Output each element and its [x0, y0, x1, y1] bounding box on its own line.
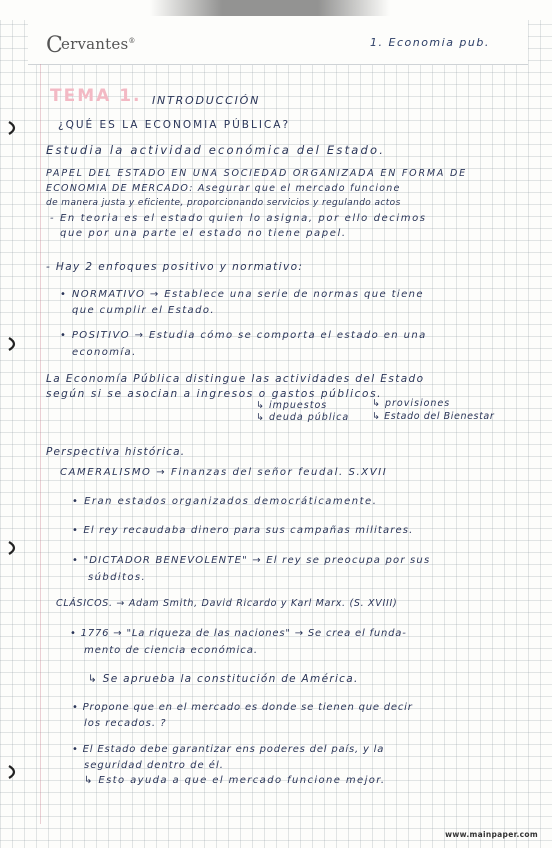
note-line: según si se asocian a ingresos o gastos públicos. — [46, 388, 383, 400]
sub-note: ↳ deuda pública — [256, 412, 350, 423]
tema-heading: TEMA 1. — [50, 86, 142, 106]
binding-shadow — [150, 0, 390, 16]
note-line: - Hay 2 enfoques positivo y normativo: — [46, 261, 304, 273]
bullet-line: • 1776 → "La riqueza de las naciones" → Se crea el funda- — [70, 628, 407, 639]
bullet-line: • El Estado debe garantizar ens poderes del país, y la — [72, 744, 385, 755]
note-line: economía. — [72, 347, 137, 358]
sub-note: ↳ impuestos — [256, 400, 328, 411]
bullet-line: • POSITIVO → Estudia cómo se comporta el estado en una — [60, 330, 427, 341]
note-line: que cumplir el Estado. — [72, 305, 215, 316]
bullet-line: • Eran estados organizados democráticamente. — [72, 496, 378, 507]
bullet-line: • "DICTADOR BENEVOLENTE" → El rey se preocupa por sus — [72, 555, 431, 566]
binder-hole-icon — [6, 120, 22, 136]
note-line: Estudia la actividad económica del Estado. — [46, 143, 386, 157]
footer-url: www.mainpaper.com — [445, 830, 538, 839]
note-line: de manera justa y eficiente, proporcionando servicios y regulando actos — [46, 198, 401, 208]
header-note: 1. Economia pub. — [370, 36, 490, 49]
binder-hole-icon — [6, 764, 22, 780]
logo-text: ervantes — [61, 35, 129, 53]
note-line: CLÁSICOS. → Adam Smith, David Ricardo y Karl Marx. (S. XVIII) — [56, 598, 398, 609]
sub-note: ↳ Esto ayuda a que el mercado funcione mejor. — [84, 775, 386, 786]
bullet-line: • Propone que en el mercado es donde se tienen que decir — [72, 702, 413, 713]
logo-mark: C — [46, 33, 64, 58]
note-line: ECONOMIA DE MERCADO: Asegurar que el mercado funcione — [46, 183, 401, 194]
note-line: - En teoria es el estado quien lo asigna, por ello decimos — [50, 213, 427, 224]
note-line: los recados. ? — [84, 718, 167, 729]
bullet-line: • El rey recaudaba dinero para sus campañas militares. — [72, 525, 414, 536]
binder-hole-icon — [6, 336, 22, 352]
note-line: La Economía Pública distingue las actividades del Estado — [46, 373, 425, 385]
note-line: CAMERALISMO → Finanzas del señor feudal. S.XVII — [60, 467, 388, 478]
brand-logo — [46, 30, 136, 58]
note-line: seguridad dentro de él. — [84, 760, 224, 771]
margin-line — [40, 64, 41, 824]
note-line: súbditos. — [88, 572, 147, 583]
logo-registered: ® — [128, 37, 136, 45]
note-line: PAPEL DEL ESTADO EN UNA SOCIEDAD ORGANIZADA EN FORMA DE — [46, 168, 467, 179]
sub-note: ↳ Estado del Bienestar — [372, 411, 495, 422]
section-heading: Perspectiva histórica. — [46, 446, 186, 458]
sub-note: ↳ provisiones — [372, 398, 451, 409]
question-heading: ¿QUÉ ES LA ECONOMIA PÚBLICA? — [58, 119, 291, 131]
bullet-line: • NORMATIVO → Establece una serie de normas que tiene — [60, 289, 424, 300]
note-line: que por una parte el estado no tiene papel. — [60, 228, 347, 239]
note-line: mento de ciencia económica. — [84, 645, 259, 656]
sub-note: ↳ Se aprueba la constitución de América. — [88, 673, 359, 685]
binder-hole-icon — [6, 540, 22, 556]
intro-heading: INTRODUCCIÓN — [152, 94, 261, 107]
